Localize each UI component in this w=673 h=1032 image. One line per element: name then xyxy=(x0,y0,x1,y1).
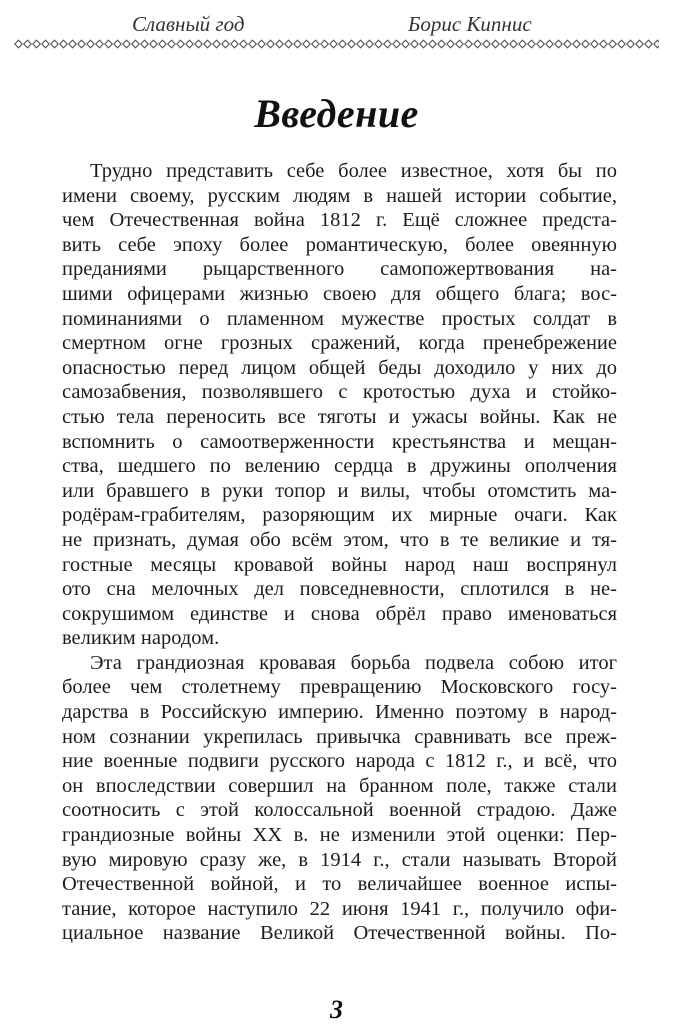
text-line: стью тела переносить все тяготы и ужасы войны. Как не xyxy=(62,405,617,428)
text-line: ном сознании укрепилась привычка сравнивать все преж- xyxy=(62,725,617,748)
text-line: чем Отечественная война 1812 г. Ещё сложнее предста- xyxy=(62,209,617,232)
text-line: ото сна мелочных дел повседневности, сплотился в не- xyxy=(62,578,617,601)
text-line: смертном огне грозных сражений, когда пренебрежение xyxy=(62,332,617,355)
text-line: циальное название Великой Отечественной войны. По- xyxy=(62,922,617,945)
text-line: поминаниями о пламенном мужестве простых солдат в xyxy=(62,307,617,330)
text-line: грандиозные войны XX в. не изменили этой оценки: Пер- xyxy=(62,824,617,847)
text-line: соотносить с этой колоссальной военной страдою. Даже xyxy=(62,799,617,822)
text-line: гостные месяцы кровавой войны народ наш воспрянул xyxy=(62,553,617,576)
text-line: Эта грандиозная кровавая борьба подвела собою итог xyxy=(90,651,617,674)
text-line: более чем столетнему превращению Московского госу- xyxy=(62,676,617,699)
text-line: имени своему, русским людям в нашей истории событие, xyxy=(62,184,617,207)
text-line: ние военные подвиги русского народа с 1812 г., и всё, что xyxy=(62,750,617,773)
page-number: 3 xyxy=(330,995,343,1024)
text-line: опасностью перед лицом общей беды доходило у них до xyxy=(62,356,617,379)
text-line: родёрам-грабителям, разоряющим их мирные очаги. Как xyxy=(62,504,617,527)
text-line: ства, шедшего по велению сердца в дружины ополчения xyxy=(62,455,617,478)
text-line: самозабвения, позволявшего с кротостью духа и стойко- xyxy=(62,381,617,404)
text-line: вить себе эпоху более романтическую, более овеянную xyxy=(62,233,617,256)
text-line: не признать, думая обо всём этом, что в те великие и тя- xyxy=(62,528,617,551)
text-line: шими офицерами жизнью своею для общего блага; вос- xyxy=(62,282,617,305)
header-ornament-divider xyxy=(14,38,659,50)
running-head-author: Борис Кипнис xyxy=(408,12,532,36)
text-line: Отечественной войной, и то величайшее военное испы- xyxy=(62,873,617,896)
text-line: вспомнить о самоотверженности крестьянства и мещан- xyxy=(62,430,617,453)
text-line: Трудно представить себе более известное, хотя бы по xyxy=(90,160,617,182)
chapter-title: Введение xyxy=(254,91,419,136)
text-line: великим народом. xyxy=(62,627,220,650)
text-line: дарства в Российскую империю. Именно поэтому в народ- xyxy=(62,701,617,724)
running-head-book-title: Славный год xyxy=(132,12,245,36)
text-line: преданиями рыцарственного самопожертвования на- xyxy=(62,258,617,281)
text-line: сокрушимом единстве и снова обрёл право именоваться xyxy=(62,602,617,625)
running-head xyxy=(20,10,653,40)
text-line: вую мировую сразу же, в 1914 г., стали называть Второй xyxy=(62,848,617,871)
text-line: тание, которое наступило 22 июня 1941 г., получило офи- xyxy=(62,897,617,920)
body-text xyxy=(62,159,617,946)
text-line: он впоследствии совершил на бранном поле, также стали xyxy=(62,774,617,797)
text-line: или бравшего в руки топор и вилы, чтобы отомстить ма- xyxy=(62,479,617,502)
